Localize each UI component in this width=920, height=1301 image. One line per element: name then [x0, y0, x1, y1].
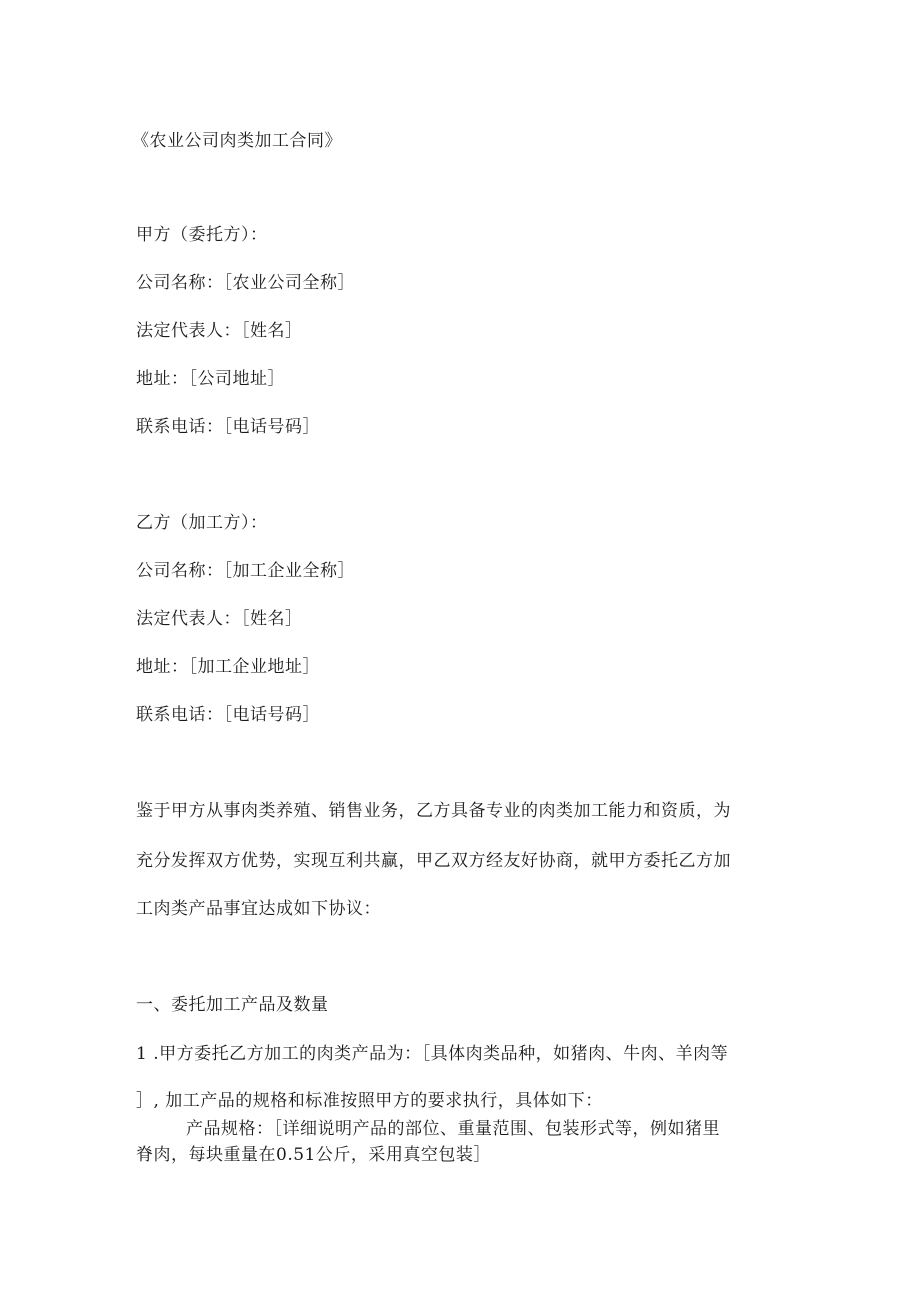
preamble-line: 充分发挥双方优势，实现互利共赢，甲乙双方经友好协商，就甲方委托乙方加	[136, 851, 731, 871]
party-b-address: 地址：［加工企业地址］	[136, 657, 320, 677]
preamble-line: 工肉类产品事宜达成如下协议：	[136, 899, 381, 919]
party-a-company: 公司名称：［农业公司全称］	[136, 273, 355, 293]
section-1-item-1-line: 1 .甲方委托乙方加工的肉类产品为：［具体肉类品种，如猪肉、牛肉、羊肉等	[136, 1044, 729, 1064]
preamble-line: 鉴于甲方从事肉类养殖、销售业务，乙方具备专业的肉类加工能力和资质，为	[136, 801, 731, 821]
party-b-company: 公司名称：［加工企业全称］	[136, 561, 355, 581]
section-1-heading: 一、委托加工产品及数量	[136, 995, 329, 1015]
document-title: 《农业公司肉类加工合同》	[132, 131, 342, 151]
party-a-heading: 甲方（委托方）：	[136, 225, 268, 245]
party-b-heading: 乙方（加工方）：	[136, 513, 268, 533]
party-a-phone: 联系电话：［电话号码］	[136, 417, 320, 437]
party-a-address: 地址：［公司地址］	[136, 369, 285, 389]
section-1-item-1-line: ］, 加工产品的规格和标准按照甲方的要求执行，具体如下：	[136, 1091, 603, 1111]
product-spec-line: 产品规格：［详细说明产品的部位、重量范围、包装形式等，例如猪里	[186, 1119, 720, 1139]
party-b-phone: 联系电话：［电话号码］	[136, 705, 320, 725]
party-b-representative: 法定代表人：［姓名］	[136, 609, 303, 629]
party-a-representative: 法定代表人：［姓名］	[136, 321, 303, 341]
product-spec-line: 脊肉，每块重量在0.51公斤，采用真空包装］	[136, 1145, 491, 1165]
